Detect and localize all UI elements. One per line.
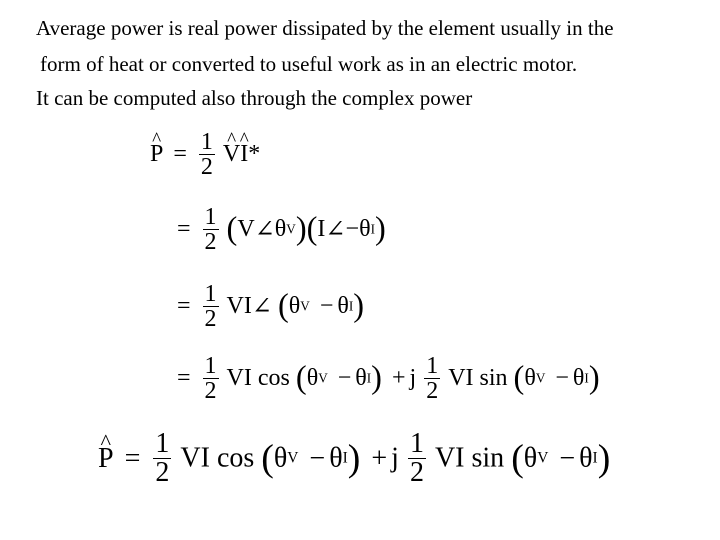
subscript-v: V xyxy=(286,221,296,237)
equation-complex-power xyxy=(150,130,260,179)
fraction-half xyxy=(203,354,219,403)
plus-sign: + xyxy=(371,442,388,474)
left-paren: ( xyxy=(261,437,274,480)
theta-symbol: θ xyxy=(306,365,319,391)
angle-symbol: ∠ xyxy=(254,217,275,243)
equals-sign: = xyxy=(124,442,141,474)
sin-function: sin xyxy=(479,365,508,391)
equation-final xyxy=(98,430,610,487)
fraction-half xyxy=(153,430,171,487)
denominator: 2 xyxy=(155,457,170,488)
theta-symbol: θ xyxy=(329,442,343,474)
denominator: 2 xyxy=(204,306,217,332)
left-paren: ( xyxy=(306,211,318,247)
denominator: 2 xyxy=(204,378,217,404)
subscript-i: I xyxy=(366,370,372,386)
i-symbol: I xyxy=(243,293,252,319)
equals-sign: = xyxy=(177,293,191,319)
i-symbol: I xyxy=(465,365,474,391)
numerator: 1 xyxy=(409,428,424,459)
j-symbol: j xyxy=(409,365,417,391)
numerator: 1 xyxy=(204,281,217,307)
minus-sign: − xyxy=(337,365,352,391)
fraction-half xyxy=(424,354,440,403)
equals-sign: = xyxy=(177,216,191,242)
v-symbol: V xyxy=(237,216,255,242)
numerator: 1 xyxy=(204,353,217,379)
denominator: 2 xyxy=(200,154,213,180)
intro-line-1: Average power is real power dissipated by the element usually in the xyxy=(36,16,614,40)
j-symbol: j xyxy=(391,442,399,474)
denominator: 2 xyxy=(426,378,439,404)
left-paren: ( xyxy=(278,288,289,324)
equation-step-4 xyxy=(173,354,600,403)
fraction-half xyxy=(408,430,426,487)
right-paren: ) xyxy=(597,437,611,480)
subscript-v: V xyxy=(537,449,549,467)
right-paren: ) xyxy=(371,360,382,396)
cos-function: cos xyxy=(257,365,290,391)
plus-sign: + xyxy=(391,365,406,391)
numerator: 1 xyxy=(200,129,213,155)
theta-symbol: θ xyxy=(523,442,538,474)
intro-line-3: It can be computed also through the complex power xyxy=(36,86,473,110)
p-hat: ^ P xyxy=(98,443,114,475)
theta-symbol: θ xyxy=(579,442,593,474)
subscript-v: V xyxy=(535,370,546,386)
left-paren: ( xyxy=(511,437,524,480)
subscript-i: I xyxy=(348,298,354,314)
v-symbol: V xyxy=(226,293,244,319)
right-paren: ) xyxy=(588,360,600,396)
v-symbol: V xyxy=(448,365,466,391)
equals-sign: = xyxy=(177,365,191,391)
denominator: 2 xyxy=(409,457,424,488)
numerator: 1 xyxy=(426,353,439,379)
theta-symbol: θ xyxy=(273,442,288,474)
right-paren: ) xyxy=(295,211,307,247)
minus-sign: − xyxy=(559,442,576,474)
minus-sign: − xyxy=(555,365,569,391)
left-paren: ( xyxy=(295,360,307,396)
theta-symbol: θ xyxy=(288,293,301,319)
v-hat: ^ V xyxy=(223,141,240,168)
i-symbol: I xyxy=(455,442,465,474)
angle-symbol: ∠ xyxy=(325,217,346,243)
angle-symbol: ∠ xyxy=(251,294,272,320)
v-symbol: V xyxy=(434,442,456,474)
theta-symbol: θ xyxy=(337,293,349,319)
right-paren: ) xyxy=(374,211,386,247)
subscript-v: V xyxy=(287,449,299,467)
subscript-i: I xyxy=(370,221,375,237)
fraction-half xyxy=(199,130,215,179)
sin-function: sin xyxy=(471,442,505,474)
minus-sign: − xyxy=(309,442,326,474)
subscript-v: V xyxy=(300,298,310,314)
right-paren: ) xyxy=(347,437,361,480)
i-symbol: I xyxy=(200,442,210,474)
v-symbol: V xyxy=(180,442,201,474)
subscript-i: I xyxy=(584,370,589,386)
fraction-half xyxy=(203,282,219,331)
subscript-v: V xyxy=(318,370,328,386)
equation-step-3 xyxy=(173,282,364,331)
subscript-i: I xyxy=(342,449,348,467)
left-paren: ( xyxy=(226,211,238,247)
numerator: 1 xyxy=(155,428,170,459)
denominator: 2 xyxy=(204,229,217,255)
equation-step-2 xyxy=(173,205,386,254)
fraction-half xyxy=(203,205,219,254)
theta-symbol: θ xyxy=(274,216,287,242)
i-symbol: I xyxy=(317,216,326,242)
i-symbol: I xyxy=(243,365,252,391)
subscript-i: I xyxy=(592,449,598,467)
theta-symbol: θ xyxy=(572,365,585,391)
conjugate-star: * xyxy=(248,141,261,167)
left-paren: ( xyxy=(513,360,525,396)
right-paren: ) xyxy=(353,288,365,324)
v-symbol: V xyxy=(226,365,244,391)
equals-sign: = xyxy=(173,141,187,167)
numerator: 1 xyxy=(204,204,217,230)
intro-line-2: form of heat or converted to useful work as in an electric motor. xyxy=(40,52,578,76)
i-hat: ^ I xyxy=(240,141,248,168)
p-hat: ^ P xyxy=(150,141,163,168)
minus-sign: − xyxy=(319,293,334,319)
minus-sign: − xyxy=(345,216,360,242)
cos-function: cos xyxy=(216,442,255,474)
theta-symbol: θ xyxy=(524,365,536,391)
theta-symbol: θ xyxy=(359,216,371,242)
theta-symbol: θ xyxy=(355,365,367,391)
